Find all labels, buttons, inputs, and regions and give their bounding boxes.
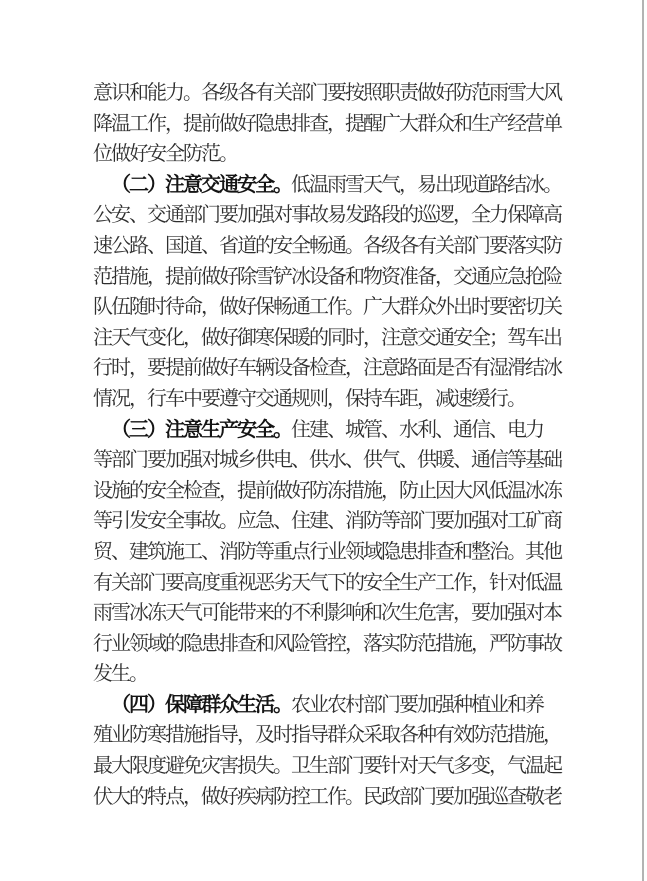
text-line: 最大限度避免灾害损失。卫生部门要针对天气多变，气温起 [93,755,561,778]
text-line: 公安、交通部门要加强对事故易发路段的巡逻，全力保障高 [93,204,561,227]
text-line: 等引发安全事故。应急、住建、消防等部门要加强对工矿商 [93,510,561,533]
text-line: 行业领域的隐患排查和风险管控，落实防范措施，严防事故 [93,632,561,655]
text-line: 情况，行车中要遵守交通规则，保持车距，减速缓行。 [93,387,525,410]
section-heading: （四）保障群众生活。 [111,693,291,716]
text-line [93,415,563,446]
text-line: 位做好安全防范。 [93,143,237,166]
text-line: 等部门要加强对城乡供电、供水、供气、供暖、通信等基础 [93,449,561,472]
text-line: 降温工作，提前做好隐患排查，提醒广大群众和生产经营单 [93,112,561,135]
line-text: 农业农村部门要加强种植业和养 [291,693,543,716]
text-line: 殖业防寒措施指导，及时指导群众采取各种有效防范措施， [93,724,561,747]
section-heading: （三）注意生产安全。 [111,418,291,441]
text-line: 行时，要提前做好车辆设备检查，注意路面是否有湿滑结冰 [93,357,561,380]
text-line [93,170,563,201]
text-line: 有关部门要高度重视恶劣天气下的安全生产工作，针对低温 [93,571,561,594]
text-line: 贸、建筑施工、消防等重点行业领域隐患排查和整治。其他 [93,540,561,563]
text-line: 速公路、国道、省道的安全畅通。各级各有关部门要落实防 [93,234,561,257]
line-text: 住建、城管、水利、通信、电力 [291,418,543,441]
section-heading: （二）注意交通安全。 [111,173,291,196]
text-line: 意识和能力。各级各有关部门要按照职责做好防范雨雪大风 [93,82,561,104]
text-line: 发生。 [93,663,147,686]
text-line: 范措施，提前做好除雪铲冰设备和物资准备，交通应急抢险 [93,265,561,288]
text-line: 队伍随时待命，做好保畅通工作。广大群众外出时要密切关 [93,296,561,319]
text-line: 雨雪冰冻天气可能带来的不利影响和次生危害，要加强对本 [93,602,561,625]
line-text: 低温雨雪天气，易出现道路结冰。 [291,173,561,196]
page-edge-line [642,0,644,881]
text-line [93,690,563,721]
document-text-block [93,78,563,812]
text-line: 设施的安全检查，提前做好防冻措施，防止因大风低温冰冻 [93,479,561,502]
text-line: 伏大的特点，做好疾病防控工作。民政部门要加强巡查敬老 [93,785,561,808]
text-line: 注天气变化，做好御寒保暖的同时，注意交通安全；驾车出 [93,326,561,349]
